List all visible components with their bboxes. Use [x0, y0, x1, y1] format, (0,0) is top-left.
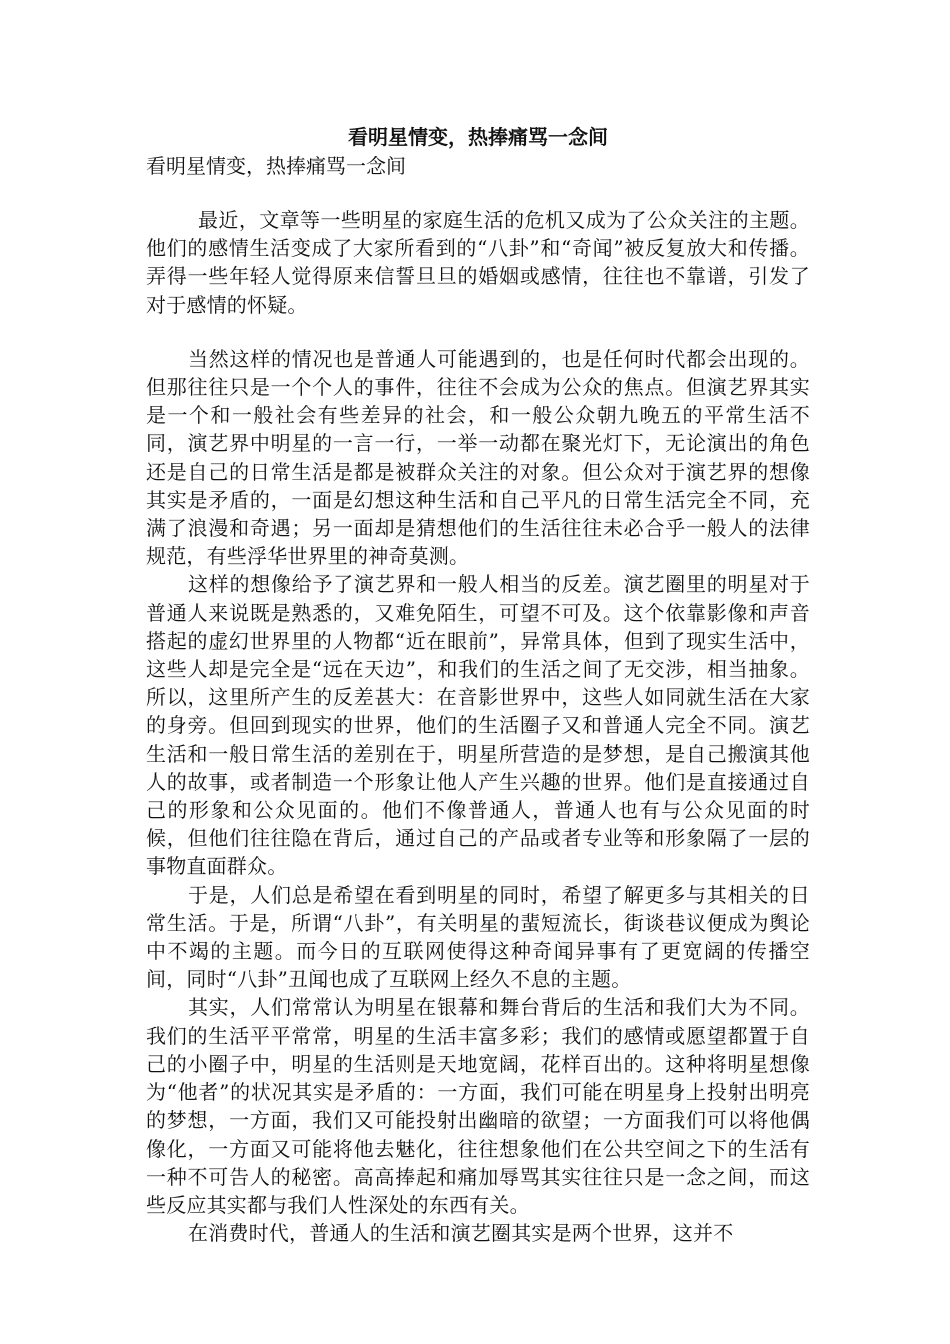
paragraph-3: 这样的想像给予了演艺界和一般人相当的反差。演艺圈里的明星对于普通人来说既是熟悉的，又难免陌生，可望不可及。这个依靠影像和声音搭起的虚幻世界里的人物都“近在眼前”，异常具体，但到了现实生活中，这些人却是完全是“远在天边”，和我们的生活之间了无交涉，相当抽象。所以，这里所产生的反差甚大：在音影世界中，这些人如同就生活在大家的身旁。但回到现实的世界，他们的生活圈子又和普通人完全不同。演艺生活和一般日常生活的差别在于，明星所营造的是梦想，是自己搬演其他人的故事，或者制造一个形象让他人产生兴趣的世界。他们是直接通过自己的形象和公众见面的。他们不像普通人，普通人也有与公众见面的时候，但他们往往隐在背后，通过自己的产品或者专业等和形象隔了一层的事物直面群众。: [146, 572, 810, 879]
document-subtitle: 看明星情变，热捧痛骂一念间: [146, 154, 406, 178]
paragraph-4: 于是，人们总是希望在看到明星的同时，希望了解更多与其相关的日常生活。于是，所谓“八卦”，有关明星的蜚短流长，街谈巷议便成为舆论中不竭的主题。而今日的互联网使得这种奇闻异事有了更宽阔的传播空间，同时“八卦”丑闻也成了互联网上经久不息的主题。: [146, 882, 810, 992]
paragraph-2: 当然这样的情况也是普通人可能遇到的，也是任何时代都会出现的。但那往往只是一个个人的事件，往往不会成为公众的焦点。但演艺界其实是一个和一般社会有些差异的社会，和一般公众朝九晚五的平常生活不同，演艺界中明星的一言一行，一举一动都在聚光灯下，无论演出的角色还是自己的日常生活是都是被群众关注的对象。但公众对于演艺界的想像其实是矛盾的，一面是幻想这种生活和自己平凡的日常生活完全不同，充满了浪漫和奇遇；另一面却是猜想他们的生活往往未必合乎一般人的法律规范，有些浮华世界里的神奇莫测。: [146, 346, 810, 569]
paragraph-5: 其实，人们常常认为明星在银幕和舞台背后的生活和我们大为不同。我们的生活平平常常，明星的生活丰富多彩；我们的感情或愿望都置于自己的小圈子中，明星的生活则是天地宽阔，花样百出的。这种将明星想像为“他者”的状况其实是矛盾的：一方面，我们可能在明星身上投射出明亮的梦想，一方面，我们又可能投射出幽暗的欲望；一方面我们可以将他偶像化，一方面又可能将他去魅化，往往想象他们在公共空间之下的生活有一种不可告人的秘密。高高捧起和痛加辱骂其实往往只是一念之间，而这些反应其实都与我们人性深处的东西有关。: [146, 995, 810, 1217]
document-title: 看明星情变，热捧痛骂一念间: [348, 125, 608, 149]
paragraph-6: 在消费时代，普通人的生活和演艺圈其实是两个世界，这并不: [188, 1221, 734, 1246]
document-page: [146, 122, 810, 1247]
paragraph-1: 最近，文章等一些明星的家庭生活的危机又成为了公众关注的主题。他们的感情生活变成了大家所看到的“八卦”和“奇闻”被反复放大和传播。弄得一些年轻人觉得原来信誓旦旦的婚姻或感情，往往也不靠谱，引发了对于感情的怀疑。: [146, 208, 810, 317]
